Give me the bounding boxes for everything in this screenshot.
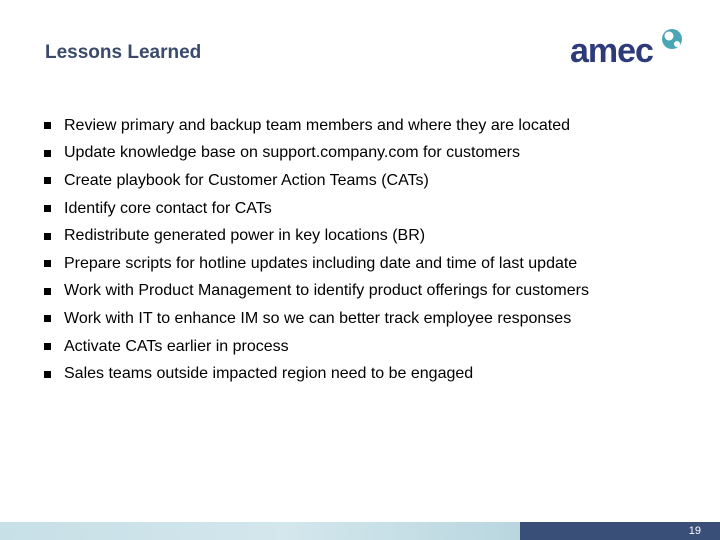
bullet-text: Identify core contact for CATs (64, 199, 272, 217)
bullet-text: Work with IT to enhance IM so we can better track employee responses (64, 309, 572, 327)
square-bullet-icon (44, 205, 51, 212)
bullet-list (44, 112, 589, 388)
slide-title: Lessons Learned (45, 42, 202, 63)
bullet-item (44, 140, 589, 168)
bullet-text: Update knowledge base on support.company.com for customers (64, 144, 520, 162)
bullet-item (44, 250, 589, 278)
bullet-text: Work with Product Management to identify product offerings for customers (64, 282, 589, 300)
logo-swirl-icon (662, 29, 682, 49)
bullet-item (44, 222, 589, 250)
page-number: 19 (520, 522, 720, 540)
square-bullet-icon (44, 343, 51, 350)
footer-bar (0, 522, 520, 540)
square-bullet-icon (44, 371, 51, 378)
amec-logo (568, 24, 688, 74)
bullet-item (44, 360, 589, 388)
square-bullet-icon (44, 150, 51, 157)
square-bullet-icon (44, 233, 51, 240)
bullet-text: Redistribute generated power in key locations (BR) (64, 227, 426, 245)
bullet-item (44, 278, 589, 306)
bullet-text: Activate CATs earlier in process (64, 337, 289, 355)
bullet-item (44, 333, 589, 361)
bullet-text: Prepare scripts for hotline updates including date and time of last update (64, 254, 578, 272)
square-bullet-icon (44, 177, 51, 184)
square-bullet-icon (44, 260, 51, 267)
bullet-item (44, 167, 589, 195)
square-bullet-icon (44, 122, 51, 129)
bullet-item (44, 305, 589, 333)
bullet-text: Sales teams outside impacted region need to be engaged (64, 365, 474, 383)
logo-wordmark: amec (570, 32, 653, 70)
square-bullet-icon (44, 315, 51, 322)
bullet-text: Create playbook for Customer Action Teams (CATs) (64, 171, 429, 189)
bullet-text: Review primary and backup team members and where they are located (64, 116, 571, 134)
bullet-item (44, 112, 589, 140)
bullet-item (44, 195, 589, 223)
square-bullet-icon (44, 288, 51, 295)
